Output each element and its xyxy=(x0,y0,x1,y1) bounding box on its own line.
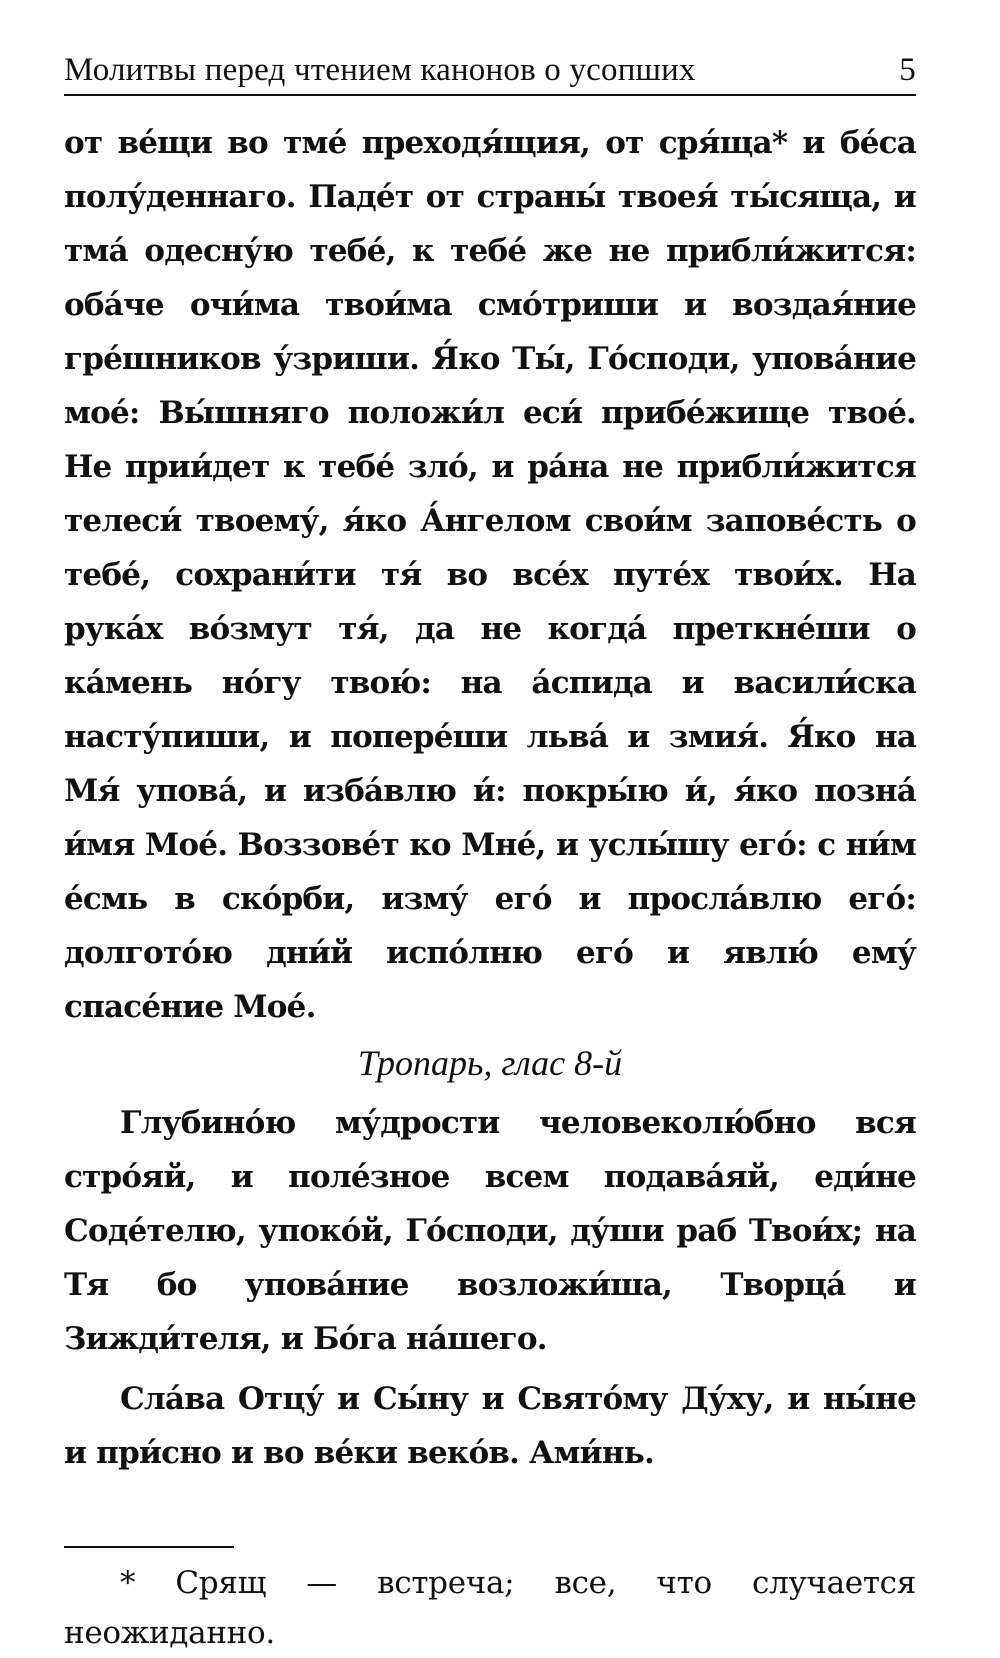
book-page xyxy=(64,48,916,1658)
footnote-divider xyxy=(64,1546,234,1548)
footnote: * Срящ — встреча; все, что случается неожиданно. xyxy=(64,1565,916,1651)
glory-paragraph: Сла́ва Отцу́ и Сы́ну и Свято́му Ду́ху, и ны́не и при́сно и во ве́ки веко́в. Ами́нь. xyxy=(64,1381,916,1471)
troparion-paragraph: Глубино́ю му́дрости человеколю́бно вся стро́яй, и поле́зное всем подава́яй, еди́не Соде́телю, упоко́й, Го́споди, ду́ши раб Твои́х; на Тя бо упова́ние возложи́ша, Творца́ и Зижди́теля, и Бо́га на́шего. xyxy=(64,1105,916,1357)
page-number: 5 xyxy=(899,52,916,88)
section-heading: Тропарь, глас 8-й xyxy=(357,1043,623,1083)
running-head xyxy=(64,48,916,96)
psalm-paragraph: от ве́щи во тме́ преходя́щия, от сря́ща* и бе́са полу́деннаго. Паде́т от страны́ твоея́ ты́сяща, и тма́ одесну́ю тебе́, к тебе́ же не прибли́жится: оба́че очи́ма твои́ма смо́триши и воздая́ние гре́шников у́зриши. Я́ко Ты́, Го́споди, упова́ние мое́: Вы́шняго положи́л еси́ прибе́жище твое́. Не прии́дет к тебе́ зло́, и ра́на не прибли́жится телеси́ твоему́, я́ко А́нгелом свои́м запове́сть о тебе́, сохрани́ти тя́ во все́х путе́х твои́х. На рука́х во́змут тя́, да не когда́ преткне́ши о ка́мень но́гу твою́: на а́спида и васили́ска насту́пиши, и попере́ши льва́ и змия́. Я́ко на Мя́ упова́, и изба́влю и́: покры́ю и́, я́ко позна́ и́мя Мое́. Воззове́т ко Мне́, и услы́шу его́: с ни́м е́смь в ско́рби, изму́ его́ и просла́влю его́: долгото́ю дни́й испо́лню его́ и явлю́ ему́ спасе́ние Мое́. xyxy=(64,125,916,1025)
running-title: Молитвы перед чтением канонов о усопших xyxy=(64,52,696,88)
